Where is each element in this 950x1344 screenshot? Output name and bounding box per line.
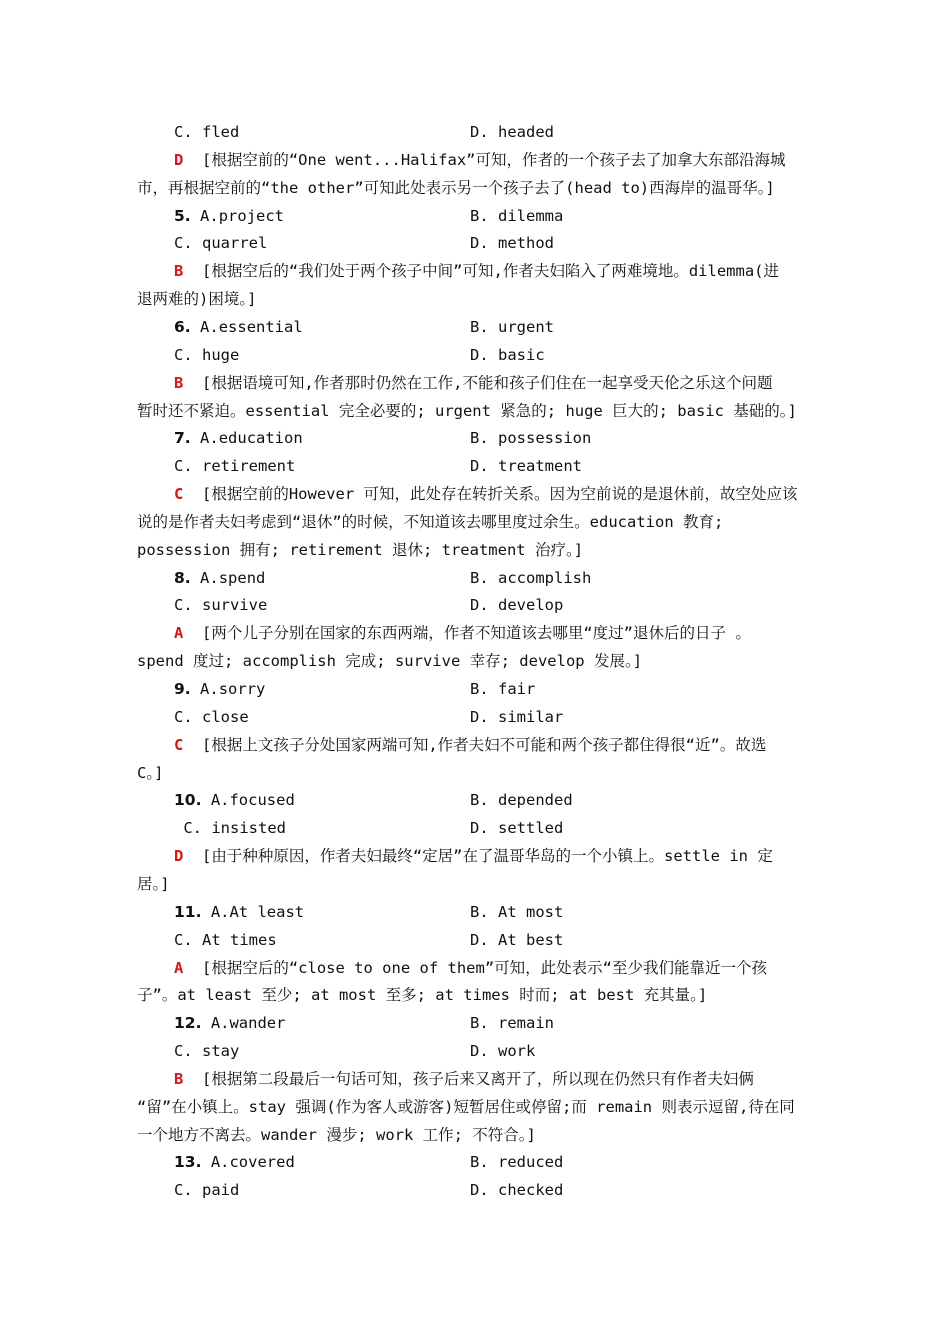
question-options-row <box>174 679 265 699</box>
explanation-text: 暂时还不紧迫。essential 完全必要的; urgent 紧急的; huge 巨大的; basic 基础的。] <box>137 401 797 420</box>
option-left: C. stay <box>174 1042 240 1061</box>
option-left: C. huge <box>174 345 240 364</box>
option-right: D. treatment <box>470 457 582 476</box>
option-right: D. work <box>470 1042 536 1061</box>
option-left: A.At least <box>210 902 305 921</box>
options-row <box>174 818 286 838</box>
answer-explanation-line <box>137 178 775 198</box>
option-right: B. dilemma <box>470 206 564 225</box>
question-number: 8. <box>174 568 191 587</box>
question-number: 5. <box>174 206 191 225</box>
answer-explanation-line <box>137 1125 536 1145</box>
question-options-row <box>174 428 303 448</box>
answer-explanation-line <box>137 289 256 309</box>
explanation-text: 居。] <box>137 874 170 893</box>
answer-letter: A <box>174 624 184 643</box>
explanation-text: C。] <box>137 763 164 782</box>
question-number: 13. <box>174 1153 202 1172</box>
answer-explanation-line <box>137 651 642 671</box>
answer-letter: D <box>174 847 184 866</box>
option-left: A.covered <box>210 1153 295 1172</box>
answer-explanation-line <box>174 373 773 393</box>
options-row <box>174 1180 239 1200</box>
option-right: B. fair <box>470 680 536 698</box>
explanation-text: “留”在小镇上。stay 强调(作为客人或游客)短暂居住或停留;而 remain 则表示逗留,待在同 <box>137 1097 795 1116</box>
option-left: C. retirement <box>174 457 296 476</box>
option-right: B. urgent <box>470 317 554 336</box>
answer-explanation-line <box>137 763 163 783</box>
explanation-text: [根据空前的However 可知，此处存在转折关系。因为空前说的是退休前，故空处应该 <box>202 485 798 504</box>
option-left: A.spend <box>200 568 266 587</box>
explanation-text: 子”。at least 至少; at most 至多; at times 时而; at best 充其量。] <box>137 986 708 1005</box>
options-row <box>174 233 267 253</box>
answer-explanation-line <box>174 484 798 504</box>
answer-letter: C <box>174 735 184 754</box>
answer-letter: D <box>174 150 184 169</box>
answer-explanation-line <box>137 512 723 532</box>
explanation-text: 退两难的)困境。] <box>137 290 257 309</box>
answer-explanation-line <box>174 958 767 978</box>
answer-letter: C <box>174 485 184 504</box>
option-left: C. insisted <box>174 819 286 838</box>
option-right: D. basic <box>470 345 545 364</box>
explanation-text: spend 度过; accomplish 完成; survive 幸存; develop 发展。] <box>137 652 643 671</box>
options-row <box>174 456 295 476</box>
answer-explanation-line <box>137 1097 795 1117</box>
option-left: C. quarrel <box>174 234 268 253</box>
option-right: B. reduced <box>470 1153 564 1172</box>
option-left: A.project <box>200 206 285 225</box>
option-left: A.essential <box>200 317 303 336</box>
option-right: B. At most <box>470 902 564 921</box>
answer-explanation-line <box>174 150 786 170</box>
option-right: D. similar <box>470 707 564 726</box>
answer-letter: B <box>174 1069 184 1088</box>
option-left: A.focused <box>210 791 295 810</box>
question-options-row <box>174 1152 295 1172</box>
option-right: D. checked <box>470 1181 564 1200</box>
answer-explanation-line <box>174 623 751 643</box>
question-options-row <box>174 206 284 226</box>
question-number: 6. <box>174 317 191 336</box>
explanation-text: [根据第二段最后一句话可知，孩子后来又离开了，所以现在仍然只有作者夫妇俩 <box>202 1069 754 1088</box>
explanation-text: possession 拥有; retirement 退休; treatment 治疗。] <box>137 540 584 559</box>
answer-explanation-line <box>137 401 797 421</box>
answer-explanation-line <box>137 540 583 560</box>
option-left: A.sorry <box>200 680 266 698</box>
explanation-text: [两个儿子分别在国家的东西两端，作者不知道该去哪里“度过”退休后的日子 。 <box>202 624 751 643</box>
option-right: D. At best <box>470 930 564 949</box>
options-row <box>174 122 239 142</box>
options-row <box>174 345 239 365</box>
question-options-row <box>174 317 303 337</box>
answer-explanation-line <box>174 261 779 281</box>
option-left: C. survive <box>174 596 268 615</box>
explanation-text: 说的是作者夫妇考虑到“退休”的时候，不知道该去哪里度过余生。education 教育; <box>137 512 724 531</box>
explanation-text: [根据空后的“close to one of them”可知，此处表示“至少我们能靠近一个孩 <box>202 958 767 977</box>
option-right: B. possession <box>470 429 592 448</box>
question-number: 7. <box>174 429 191 448</box>
option-left: C. At times <box>174 930 277 949</box>
option-left: C. close <box>174 707 249 726</box>
explanation-text: 一个地方不离去。wander 漫步; work 工作; 不符合。] <box>137 1125 536 1144</box>
answer-explanation-line <box>137 874 170 894</box>
options-row <box>174 930 277 950</box>
question-options-row <box>174 902 304 922</box>
option-right: B. depended <box>470 791 573 810</box>
answer-explanation-line <box>174 735 766 755</box>
answer-letter: B <box>174 373 184 392</box>
options-row <box>174 595 267 615</box>
question-number: 12. <box>174 1014 202 1033</box>
explanation-text: [根据空前的“One went...Halifax”可知，作者的一个孩子去了加拿大东部沿海城 <box>202 150 786 169</box>
option-right: D. headed <box>470 123 554 141</box>
option-right: D. settled <box>470 819 564 838</box>
question-number: 11. <box>174 902 202 921</box>
option-right: B. remain <box>470 1014 554 1033</box>
explanation-text: [根据语境可知,作者那时仍然在工作,不能和孩子们住在一起享受天伦之乐这个问题 <box>202 373 773 392</box>
option-left: A.wander <box>210 1014 286 1033</box>
options-row <box>174 1041 239 1061</box>
question-options-row <box>174 790 295 810</box>
question-options-row <box>174 568 265 588</box>
explanation-text: 市，再根据空前的“the other”可知此处表示另一个孩子去了(head to)西海岸的温哥华。] <box>137 178 775 197</box>
answer-explanation-line <box>174 1069 754 1089</box>
answer-explanation-line <box>174 846 773 866</box>
question-options-row <box>174 1013 285 1033</box>
answer-explanation-line <box>137 985 707 1005</box>
options-row <box>174 707 249 727</box>
option-left: C. fled <box>174 123 240 141</box>
option-right: D. develop <box>470 596 564 615</box>
option-left: C. paid <box>174 1181 240 1200</box>
option-right: B. accomplish <box>470 568 592 587</box>
explanation-text: [由于种种原因，作者夫妇最终“定居”在了温哥华岛的一个小镇上。settle in 定 <box>202 847 773 866</box>
option-right: D. method <box>470 234 554 253</box>
question-number: 9. <box>174 680 191 698</box>
explanation-text: [根据空后的“我们处于两个孩子中间”可知,作者夫妇陷入了两难境地。dilemma(进 <box>202 262 779 281</box>
answer-letter: B <box>174 262 184 281</box>
question-number: 10. <box>174 791 202 810</box>
answer-letter: A <box>174 958 184 977</box>
option-left: A.education <box>200 429 303 448</box>
explanation-text: [根据上文孩子分处国家两端可知,作者夫妇不可能和两个孩子都住得很“近”。故选 <box>202 735 767 754</box>
